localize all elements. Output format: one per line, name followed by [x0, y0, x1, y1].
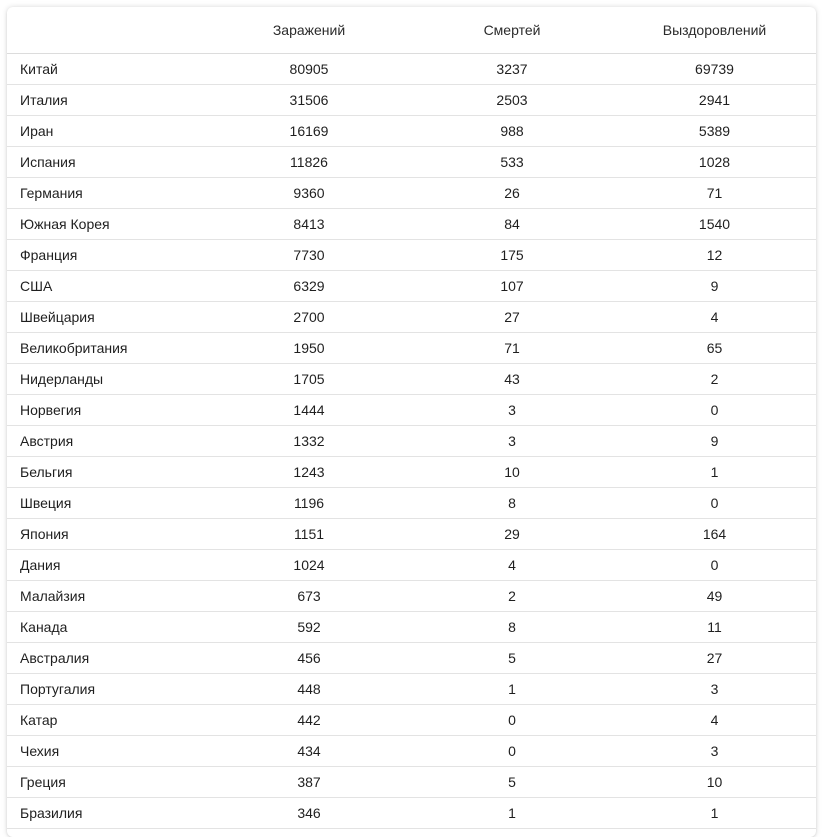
deaths-cell: 0	[411, 736, 613, 767]
table-row	[7, 271, 816, 302]
infected-cell: 673	[207, 581, 411, 612]
infected-cell: 1950	[207, 333, 411, 364]
country-cell: Бельгия	[7, 457, 207, 488]
infected-cell: 1024	[207, 550, 411, 581]
deaths-cell: 71	[411, 333, 613, 364]
country-cell: Испания	[7, 147, 207, 178]
table-row	[7, 457, 816, 488]
deaths-cell: 2	[411, 581, 613, 612]
table-row	[7, 519, 816, 550]
recovered-cell: 0	[613, 488, 816, 519]
table-row	[7, 85, 816, 116]
country-cell: Греция	[7, 767, 207, 798]
table-header	[7, 7, 816, 54]
country-cell: Нидерланды	[7, 364, 207, 395]
table-row	[7, 333, 816, 364]
table-body	[7, 54, 816, 829]
country-cell: Чехия	[7, 736, 207, 767]
country-cell: Катар	[7, 705, 207, 736]
deaths-cell: 84	[411, 209, 613, 240]
infected-cell: 31506	[207, 85, 411, 116]
recovered-cell: 3	[613, 674, 816, 705]
recovered-cell: 1028	[613, 147, 816, 178]
recovered-cell: 69739	[613, 54, 816, 85]
recovered-cell: 9	[613, 271, 816, 302]
country-cell: США	[7, 271, 207, 302]
infected-cell: 346	[207, 798, 411, 829]
table-row	[7, 147, 816, 178]
recovered-cell: 3	[613, 736, 816, 767]
recovered-cell: 0	[613, 550, 816, 581]
recovered-cell: 27	[613, 643, 816, 674]
recovered-cell: 0	[613, 395, 816, 426]
infected-cell: 434	[207, 736, 411, 767]
infected-cell: 1151	[207, 519, 411, 550]
recovered-cell: 4	[613, 705, 816, 736]
infected-cell: 1196	[207, 488, 411, 519]
deaths-cell: 26	[411, 178, 613, 209]
deaths-cell: 0	[411, 705, 613, 736]
recovered-cell: 11	[613, 612, 816, 643]
deaths-cell: 5	[411, 643, 613, 674]
header-infected: Заражений	[207, 7, 411, 54]
recovered-cell: 49	[613, 581, 816, 612]
recovered-cell: 1	[613, 798, 816, 829]
country-cell: Великобритания	[7, 333, 207, 364]
recovered-cell: 4	[613, 302, 816, 333]
country-cell: Малайзия	[7, 581, 207, 612]
deaths-cell: 43	[411, 364, 613, 395]
country-cell: Канада	[7, 612, 207, 643]
infected-cell: 2700	[207, 302, 411, 333]
table-row	[7, 240, 816, 271]
table-row	[7, 736, 816, 767]
infected-cell: 1243	[207, 457, 411, 488]
recovered-cell: 71	[613, 178, 816, 209]
stats-table	[7, 7, 816, 829]
infected-cell: 448	[207, 674, 411, 705]
country-cell: Австрия	[7, 426, 207, 457]
country-cell: Китай	[7, 54, 207, 85]
infected-cell: 456	[207, 643, 411, 674]
deaths-cell: 27	[411, 302, 613, 333]
country-cell: Южная Корея	[7, 209, 207, 240]
table-row	[7, 178, 816, 209]
header-deaths: Смертей	[411, 7, 613, 54]
table-row	[7, 116, 816, 147]
deaths-cell: 1	[411, 674, 613, 705]
deaths-cell: 988	[411, 116, 613, 147]
table-row	[7, 209, 816, 240]
deaths-cell: 3	[411, 426, 613, 457]
table-row	[7, 643, 816, 674]
table-row	[7, 705, 816, 736]
header-recovered: Выздоровлений	[613, 7, 816, 54]
country-cell: Германия	[7, 178, 207, 209]
country-cell: Бразилия	[7, 798, 207, 829]
table-row	[7, 674, 816, 705]
deaths-cell: 8	[411, 612, 613, 643]
table-row	[7, 581, 816, 612]
deaths-cell: 107	[411, 271, 613, 302]
header-row	[7, 7, 816, 54]
deaths-cell: 3	[411, 395, 613, 426]
recovered-cell: 12	[613, 240, 816, 271]
recovered-cell: 2941	[613, 85, 816, 116]
infected-cell: 1705	[207, 364, 411, 395]
infected-cell: 8413	[207, 209, 411, 240]
country-cell: Норвегия	[7, 395, 207, 426]
table-row	[7, 550, 816, 581]
infected-cell: 592	[207, 612, 411, 643]
deaths-cell: 5	[411, 767, 613, 798]
deaths-cell: 533	[411, 147, 613, 178]
deaths-cell: 4	[411, 550, 613, 581]
infected-cell: 442	[207, 705, 411, 736]
recovered-cell: 2	[613, 364, 816, 395]
infected-cell: 1444	[207, 395, 411, 426]
recovered-cell: 5389	[613, 116, 816, 147]
deaths-cell: 29	[411, 519, 613, 550]
table-row	[7, 364, 816, 395]
country-cell: Иран	[7, 116, 207, 147]
recovered-cell: 164	[613, 519, 816, 550]
deaths-cell: 8	[411, 488, 613, 519]
country-cell: Италия	[7, 85, 207, 116]
table-row	[7, 54, 816, 85]
header-country	[7, 7, 207, 54]
country-cell: Дания	[7, 550, 207, 581]
infected-cell: 16169	[207, 116, 411, 147]
infected-cell: 1332	[207, 426, 411, 457]
country-cell: Португалия	[7, 674, 207, 705]
infected-cell: 387	[207, 767, 411, 798]
stats-table-card	[7, 7, 816, 837]
table-row	[7, 302, 816, 333]
table-row	[7, 395, 816, 426]
infected-cell: 11826	[207, 147, 411, 178]
table-row	[7, 798, 816, 829]
deaths-cell: 2503	[411, 85, 613, 116]
infected-cell: 7730	[207, 240, 411, 271]
infected-cell: 9360	[207, 178, 411, 209]
infected-cell: 6329	[207, 271, 411, 302]
recovered-cell: 1	[613, 457, 816, 488]
recovered-cell: 9	[613, 426, 816, 457]
country-cell: Швейцария	[7, 302, 207, 333]
country-cell: Австралия	[7, 643, 207, 674]
country-cell: Франция	[7, 240, 207, 271]
deaths-cell: 1	[411, 798, 613, 829]
recovered-cell: 10	[613, 767, 816, 798]
table-row	[7, 612, 816, 643]
deaths-cell: 175	[411, 240, 613, 271]
table-row	[7, 488, 816, 519]
deaths-cell: 3237	[411, 54, 613, 85]
recovered-cell: 1540	[613, 209, 816, 240]
country-cell: Япония	[7, 519, 207, 550]
infected-cell: 80905	[207, 54, 411, 85]
country-cell: Швеция	[7, 488, 207, 519]
table-row	[7, 426, 816, 457]
table-row	[7, 767, 816, 798]
recovered-cell: 65	[613, 333, 816, 364]
deaths-cell: 10	[411, 457, 613, 488]
